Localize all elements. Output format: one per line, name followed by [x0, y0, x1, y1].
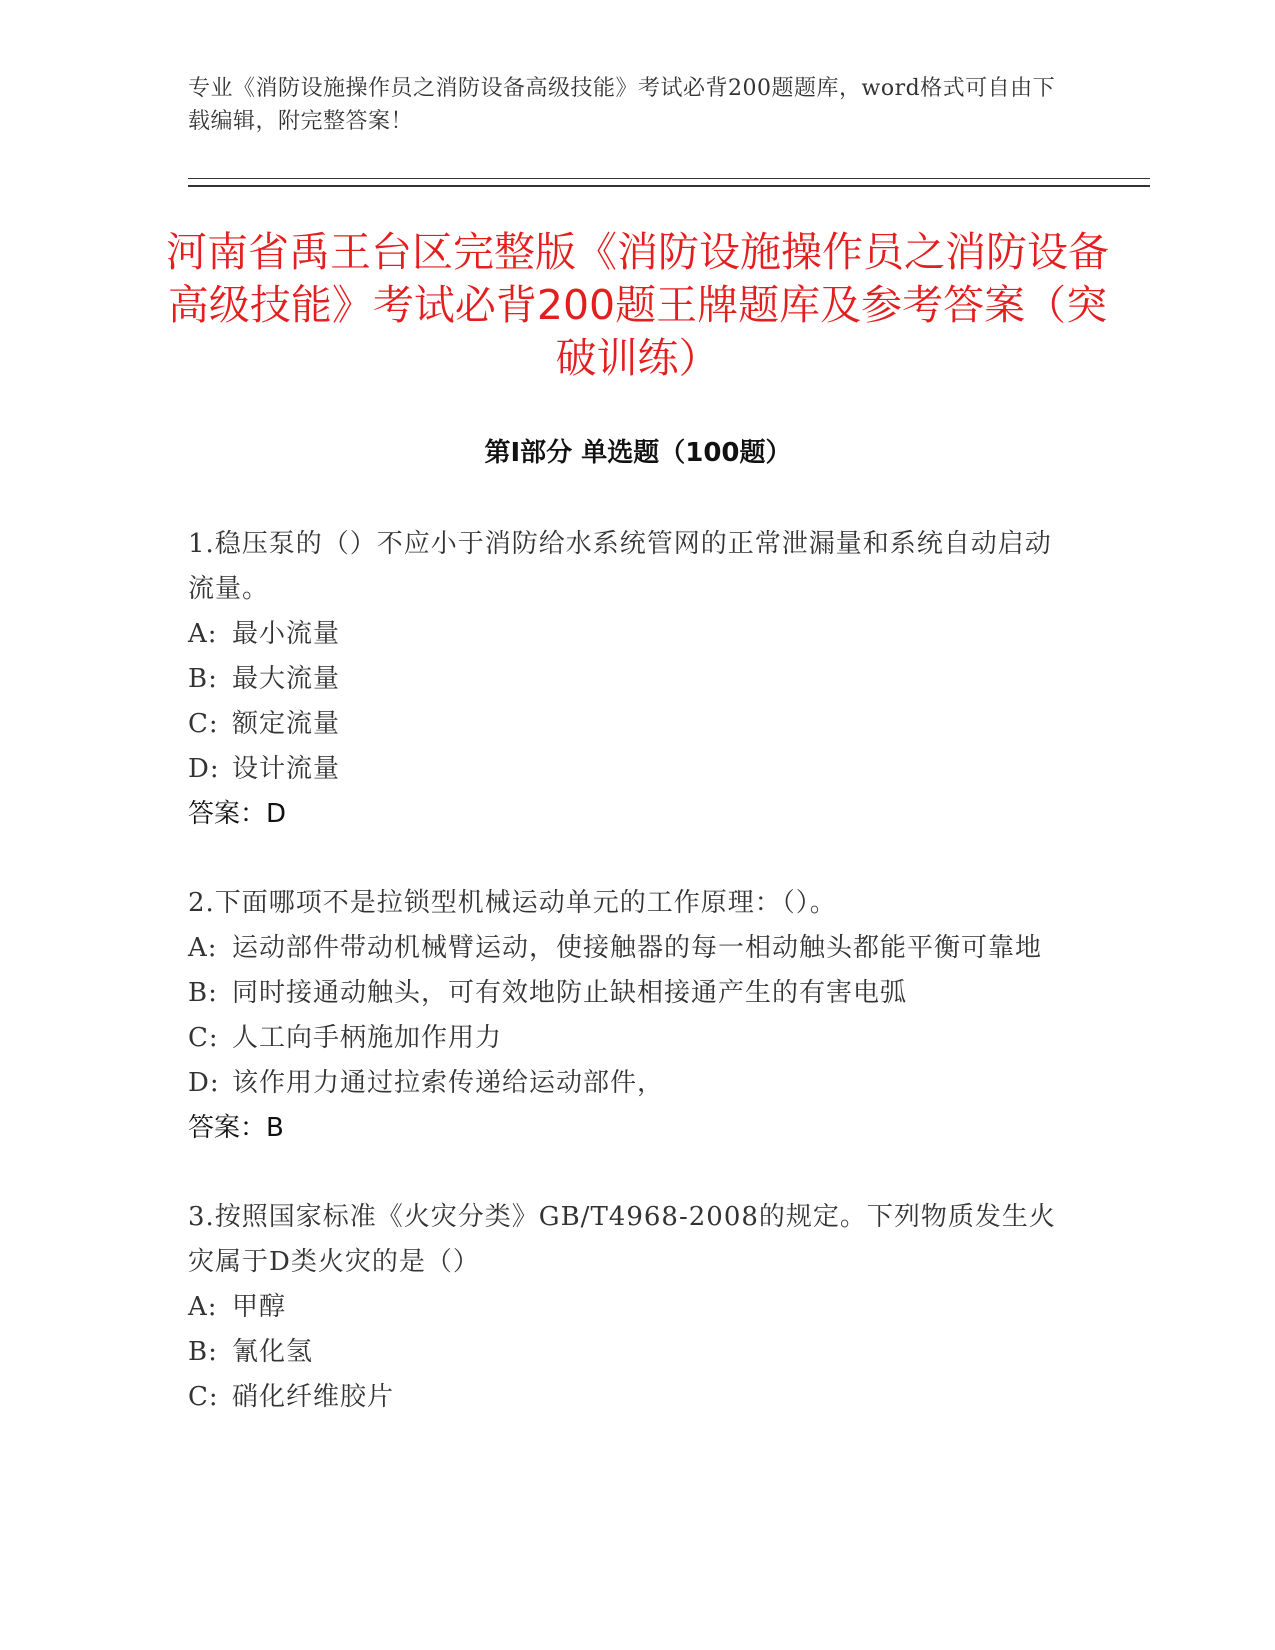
option-label: A:	[188, 1292, 218, 1322]
option-label: C:	[188, 1382, 219, 1412]
option-b	[188, 657, 1068, 702]
option-text: 同时接通动触头，可有效地防止缺相接通产生的有害电弧	[232, 978, 908, 1008]
question-2	[188, 881, 1068, 1151]
option-text: 硝化纤维胶片	[232, 1382, 395, 1412]
header-divider-top	[188, 178, 1150, 179]
document-title: 河南省禹王台区完整版《消防设施操作员之消防设备高级技能》考试必背200题王牌题库及参考答案（突破训练）	[166, 228, 1109, 382]
question-1	[188, 522, 1068, 837]
option-b	[188, 971, 1068, 1016]
option-c	[188, 702, 1068, 747]
option-label: C:	[188, 1023, 219, 1053]
question-text: 3.按照国家标准《火灾分类》GB/T4968-2008的规定。下列物质发生火灾属于D类火灾的是（）	[188, 1202, 1056, 1277]
option-text: 设计流量	[232, 754, 341, 784]
option-text: 额定流量	[232, 709, 341, 739]
option-label: D:	[188, 754, 220, 784]
question-text: 1.稳压泵的（）不应小于消防给水系统管网的正常泄漏量和系统自动启动流量。	[188, 529, 1052, 604]
option-label: B:	[188, 978, 218, 1008]
question-text: 2.下面哪项不是拉锁型机械运动单元的工作原理：（）。	[188, 888, 837, 918]
header-note: 专业《消防设施操作员之消防设备高级技能》考试必背200题题库，word格式可自由下载编辑，附完整答案！	[188, 76, 1056, 134]
option-d	[188, 747, 1068, 792]
option-text: 人工向手柄施加作用力	[232, 1023, 503, 1053]
option-a	[188, 612, 1068, 657]
header-divider-bottom	[188, 185, 1150, 187]
option-label: A:	[188, 933, 218, 963]
option-a	[188, 926, 1068, 971]
option-label: D:	[188, 1068, 220, 1098]
answer-line: 答案：B	[188, 1113, 284, 1143]
option-label: B:	[188, 1337, 218, 1367]
option-text: 该作用力通过拉索传递给运动部件，	[232, 1068, 665, 1098]
option-label: A:	[188, 619, 218, 649]
option-c	[188, 1016, 1068, 1061]
option-label: C:	[188, 709, 219, 739]
option-text: 最小流量	[232, 619, 341, 649]
option-label: B:	[188, 664, 218, 694]
option-c	[188, 1375, 1068, 1420]
option-text: 甲醇	[232, 1292, 287, 1322]
answer-line: 答案：D	[188, 799, 287, 829]
option-a	[188, 1285, 1068, 1330]
option-d	[188, 1061, 1068, 1106]
question-list	[188, 522, 1068, 1464]
option-text: 运动部件带动机械臂运动，使接触器的每一相动触头都能平衡可靠地	[232, 933, 1043, 963]
question-3	[188, 1195, 1068, 1420]
option-text: 氰化氢	[232, 1337, 314, 1367]
option-text: 最大流量	[232, 664, 341, 694]
section-title: 第Ⅰ部分 单选题（100题）	[484, 438, 792, 468]
option-b	[188, 1330, 1068, 1375]
